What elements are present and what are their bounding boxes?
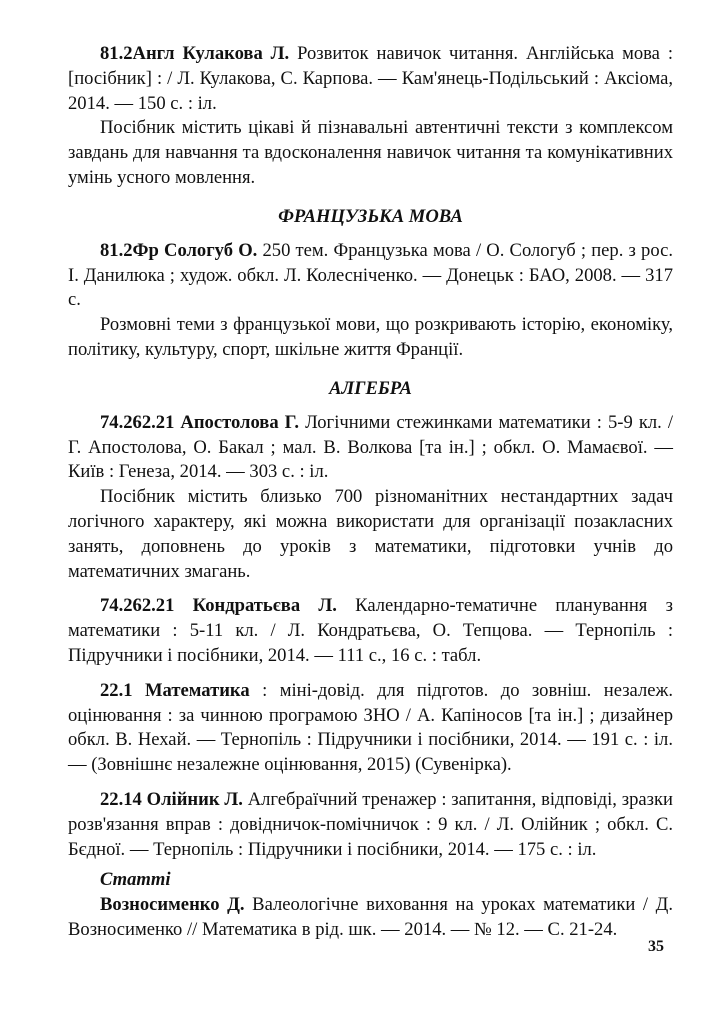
bibliography-entry <box>68 42 673 191</box>
entry-heading: 81.2Англ Кулакова Л. <box>100 43 290 64</box>
page-number: 35 <box>648 938 664 955</box>
bibliography-entry <box>68 679 673 778</box>
entry-citation <box>68 788 673 862</box>
bibliography-entry <box>68 411 673 585</box>
entry-heading: 74.262.21 Кондратьєва Л. <box>100 595 337 617</box>
entry-citation <box>68 594 673 668</box>
entry-annotation: Посібник містить близько 700 різноманітних нестандартних задач логічного характеру, які можна використати для організації позакласних занять, доповнень до уроків з математики, підготовки учнів до математичних змагань. <box>68 486 673 582</box>
entry-description: Розвиток навичок читання. Англійська мова : [посібник] : / Л. Кулакова, С. Карпова. — Кам'янець-Подільський : Аксіома, 2014. — 150 с. : іл. <box>68 43 674 114</box>
section-heading-french: ФРАНЦУЗЬКА МОВА <box>278 205 463 227</box>
entry-description: : міні-довід. для підготов. до зовніш. незалеж. оцінювання : за чинною програмою ЗНО / А. Капіносов [та ін.] ; дизайнер обкл. В. Нехай. — Тернопіль : Підручники і посібники, 2014. — 191 с. : іл. — (Зовнішнє незалежне оцінювання, 2015) (Сувенірка). <box>68 679 673 776</box>
entry-citation <box>68 679 673 778</box>
entry-heading: 22.14 Олійник Л. <box>100 788 243 810</box>
entry-heading: 22.1 Математика <box>100 679 250 701</box>
entry-heading: Возносименко Д. <box>100 894 245 916</box>
entry-annotation: Посібник містить цікаві й пізнавальні автентичні тексти з комплексом завдань для навчання та вдосконалення навичок читання та комунікативних умінь усного мовлення. <box>68 117 673 188</box>
entry-citation <box>68 411 673 485</box>
entry-description: Логічними стежинками математики : 5-9 кл. / Г. Апостолова, О. Бакал ; мал. В. Волкова [та ін.] ; обкл. О. Мамаєвої. — Київ : Генеза, 2014. — 303 с. : іл. <box>68 411 673 483</box>
entry-heading: 74.262.21 Апостолова Г. <box>100 411 300 433</box>
article-entry <box>68 893 673 943</box>
entry-annotation: Розмовні теми з французької мови, що розкривають історію, економіку, політику, культуру, спорт, шкільне життя Франції. <box>68 314 673 360</box>
spacer <box>68 584 673 594</box>
bibliography-entry <box>68 594 673 668</box>
entry-citation <box>68 42 673 116</box>
entry-citation <box>68 893 673 943</box>
section-heading-algebra: АЛГЕБРА <box>329 377 412 399</box>
entry-description: Алгебраїчний тренажер : запитання, відповіді, зразки розв'язання вправ : довідничок-помічничок : 9 кл. / Л. Олійник ; обкл. С. Бєдної. — Тернопіль : Підручники і посібники, 2014. — 175 с. : іл. <box>68 788 673 860</box>
entry-description: 250 тем. Французька мова / О. Сологуб ; пер. з рос. І. Данилюка ; худож. обкл. Л. Колесніченко. — Донецьк : БАО, 2008. — 317 с. <box>68 239 673 311</box>
entry-heading: 81.2Фр Сологуб О. <box>100 239 258 261</box>
page-content <box>68 42 673 943</box>
bibliography-entry <box>68 239 673 363</box>
spacer <box>68 669 673 679</box>
subheading-articles: Статті <box>100 869 171 891</box>
entry-citation <box>68 239 673 313</box>
bibliography-entry <box>68 788 673 862</box>
entry-description: Валеологічне виховання на уроках математики / Д. Возносименко // Математика в рід. шк. — 2014. — № 12. — С. 21-24. <box>68 894 673 940</box>
entry-description: Календарно-тематичне планування з математики : 5-11 кл. / Л. Кондратьєва, О. Тепцова. — Тернопіль : Підручники і посібники, 2014. — 111 с., 16 с. : табл. <box>68 595 673 666</box>
spacer <box>68 778 673 788</box>
